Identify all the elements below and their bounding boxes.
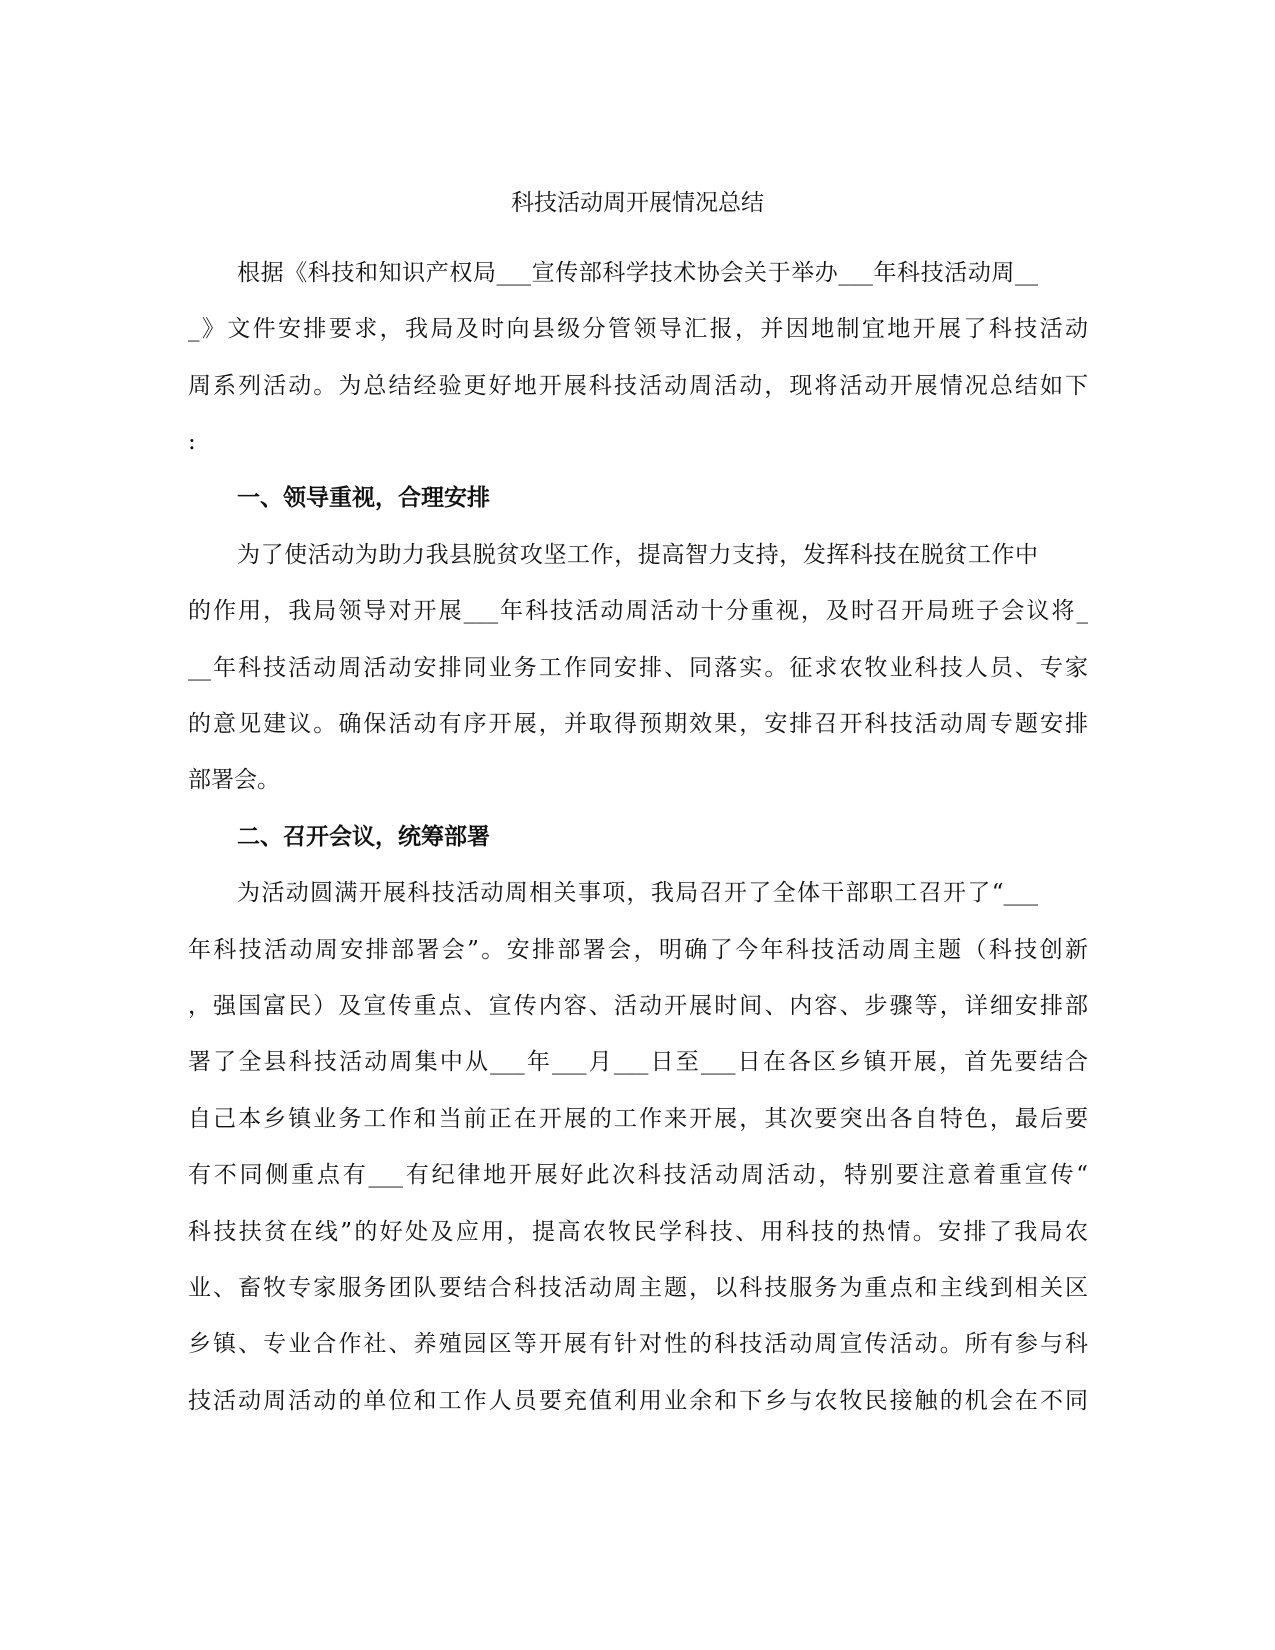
paragraph-line: 的作用，我局领导对开展___年科技活动周活动十分重视，及时召开局班子会议将_ [188, 598, 1088, 624]
section-heading: 二、召开会议，统筹部署 [237, 824, 490, 850]
paragraph-line: 周系列活动。为总结经验更好地开展科技活动周活动，现将活动开展情况总结如下 [188, 373, 1088, 399]
paragraph-line: 年科技活动周安排部署会”。安排部署会，明确了今年科技活动周主题（科技创新 [188, 937, 1088, 963]
paragraph-line: 的意见建议。确保活动有序开展，并取得预期效果，安排召开科技活动周专题安排 [188, 711, 1088, 737]
paragraph-line: 技活动周活动的单位和工作人员要充值利用业余和下乡与农牧民接触的机会在不同 [188, 1388, 1088, 1414]
document-title: 科技活动周开展情况总结 [511, 190, 764, 216]
paragraph-line: 有不同侧重点有___有纪律地开展好此次科技活动周活动，特别要注意着重宣传“ [188, 1162, 1088, 1188]
paragraph-line: 为了使活动为助力我县脱贫攻坚工作，提高智力支持，发挥科技在脱贫工作中 [237, 542, 1038, 568]
paragraph-line: _》文件安排要求，我局及时向县级分管领导汇报，并因地制宜地开展了科技活动 [188, 316, 1088, 342]
paragraph-line: 业、畜牧专家服务团队要结合科技活动周主题，以科技服务为重点和主线到相关区 [188, 1275, 1088, 1301]
paragraph-line: 署了全县科技活动周集中从___年___月___日至___日在各区乡镇开展，首先要结合 [188, 1049, 1088, 1075]
paragraph-line: 为活动圆满开展科技活动周相关事项，我局召开了全体干部职工召开了“___ [237, 880, 1038, 906]
paragraph-line: 科技扶贫在线”的好处及应用，提高农牧民学科技、用科技的热情。安排了我局农 [188, 1219, 1088, 1245]
paragraph-line: 乡镇、专业合作社、养殖园区等开展有针对性的科技活动周宣传活动。所有参与科 [188, 1331, 1088, 1357]
paragraph-line: __年科技活动周活动安排同业务工作同安排、同落实。征求农牧业科技人员、专家 [188, 655, 1088, 681]
section-heading: 一、领导重视，合理安排 [237, 485, 490, 511]
paragraph-line: 部署会。 [188, 767, 280, 793]
paragraph-line: 根据《科技和知识产权局___宣传部科学技术协会关于举办___年科技活动周__ [237, 260, 1038, 286]
paragraph-line: ，强国富民）及宣传重点、宣传内容、活动开展时间、内容、步骤等，详细安排部 [188, 993, 1088, 1019]
paragraph-line: : [188, 429, 196, 455]
paragraph-line: 自己本乡镇业务工作和当前正在开展的工作来开展，其次要突出各自特色，最后要 [188, 1106, 1088, 1132]
